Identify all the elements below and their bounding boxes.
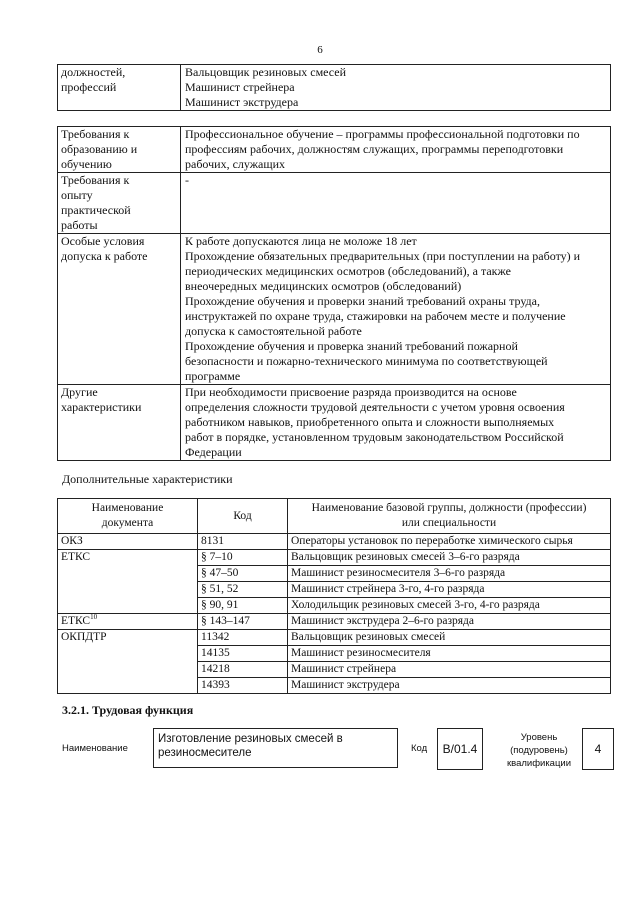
position-names-value: Вальцовщик резиновых смесей Машинист стрейнера Машинист экструдера [181, 65, 611, 111]
experience-label: Требования к опыту практической работы [58, 173, 181, 234]
table-row [58, 173, 611, 234]
code-cell: § 7–10 [198, 550, 288, 566]
table-row [58, 385, 611, 461]
code-cell: § 143–147 [198, 614, 288, 630]
additional-characteristics-title: Дополнительные характеристики [62, 472, 233, 486]
name-cell: Машинист экструдера [288, 678, 611, 694]
function-name-box: Изготовление резиновых смесей в резиносмесителе [153, 728, 398, 768]
other-characteristics-value: При необходимости присвоение разряда производится на основе определения сложности трудовой деятельности с учетом уровня освоения работником навыков, приобретенного опыта и сложности выполняемых работ в порядке, установленном трудовым законодательством Российской Федерации [181, 385, 611, 461]
requirements-table [57, 126, 611, 461]
table-row [58, 582, 611, 598]
table-row [58, 614, 611, 630]
table-row [58, 678, 611, 694]
table-row [58, 550, 611, 566]
table-row [58, 662, 611, 678]
code-cell: 14393 [198, 678, 288, 694]
doc-cell: ОКЗ [58, 534, 198, 550]
header-code: Код [198, 499, 288, 534]
table-header-row [58, 499, 611, 534]
header-document: Наименование документа [58, 499, 198, 534]
name-cell: Машинист резиносмесителя 3–6-го разряда [288, 566, 611, 582]
name-cell: Вальцовщик резиновых смесей 3–6-го разряда [288, 550, 611, 566]
additional-characteristics-table [57, 498, 611, 694]
table-row [58, 534, 611, 550]
function-code-box: В/01.4 [437, 728, 483, 770]
position-names-label: должностей, профессий [58, 65, 181, 111]
code-cell: § 47–50 [198, 566, 288, 582]
education-value: Профессиональное обучение – программы профессиональной подготовки по профессиям рабочих, должностям служащих, программы переподготовки рабочих, служащих [181, 127, 611, 173]
name-cell: Машинист резиносмесителя [288, 646, 611, 662]
table-row [58, 630, 611, 646]
qualification-level-label: Уровень (подуровень) квалификации [506, 732, 572, 769]
header-name: Наименование базовой группы, должности (профессии) или специальности [288, 499, 611, 534]
function-code-label: Код [411, 743, 428, 754]
code-cell: 8131 [198, 534, 288, 550]
name-cell: Машинист стрейнера 3-го, 4-го разряда [288, 582, 611, 598]
education-label: Требования к образованию и обучению [58, 127, 181, 173]
function-name-label: Наименование [62, 743, 128, 754]
code-cell: 11342 [198, 630, 288, 646]
qualification-level-box: 4 [582, 728, 614, 770]
position-names-table [57, 64, 611, 111]
name-cell: Машинист стрейнера [288, 662, 611, 678]
name-cell: Операторы установок по переработке химического сырья [288, 534, 611, 550]
code-cell: § 51, 52 [198, 582, 288, 598]
experience-value: - [181, 173, 611, 234]
labor-function-title: 3.2.1. Трудовая функция [62, 703, 194, 717]
doc-cell: ЕТКС$^{10}$ [58, 614, 198, 630]
doc-cell: ОКПДТР [58, 630, 198, 646]
table-row [58, 234, 611, 385]
table-row [58, 65, 611, 111]
page-number: 6 [317, 44, 323, 56]
table-row [58, 566, 611, 582]
table-row [58, 598, 611, 614]
code-cell: 14218 [198, 662, 288, 678]
name-cell: Холодильщик резиновых смесей 3-го, 4-го разряда [288, 598, 611, 614]
table-row [58, 646, 611, 662]
doc-cell: ЕТКС [58, 550, 198, 566]
code-cell: § 90, 91 [198, 598, 288, 614]
name-cell: Машинист экструдера 2–6-го разряда [288, 614, 611, 630]
footnote-ref: 10 [90, 613, 98, 622]
code-cell: 14135 [198, 646, 288, 662]
admission-conditions-label: Особые условия допуска к работе [58, 234, 181, 385]
admission-conditions-value: К работе допускаются лица не моложе 18 лет Прохождение обязательных предварительных (при поступлении на работу) и периодических медицинских осмотров (обследований), а также внеочередных медицинских осмотров (обследований) Прохождение обучения и проверки знаний требований охраны труда, инструктажей по охране труда, стажировки на рабочем месте и получение допуска к самостоятельной работе Прохождение обучения и проверка знаний требований пожарной безопасности и пожарно-технического минимума по соответствующей программе [181, 234, 611, 385]
name-cell: Вальцовщик резиновых смесей [288, 630, 611, 646]
other-characteristics-label: Другие характеристики [58, 385, 181, 461]
table-row [58, 127, 611, 173]
